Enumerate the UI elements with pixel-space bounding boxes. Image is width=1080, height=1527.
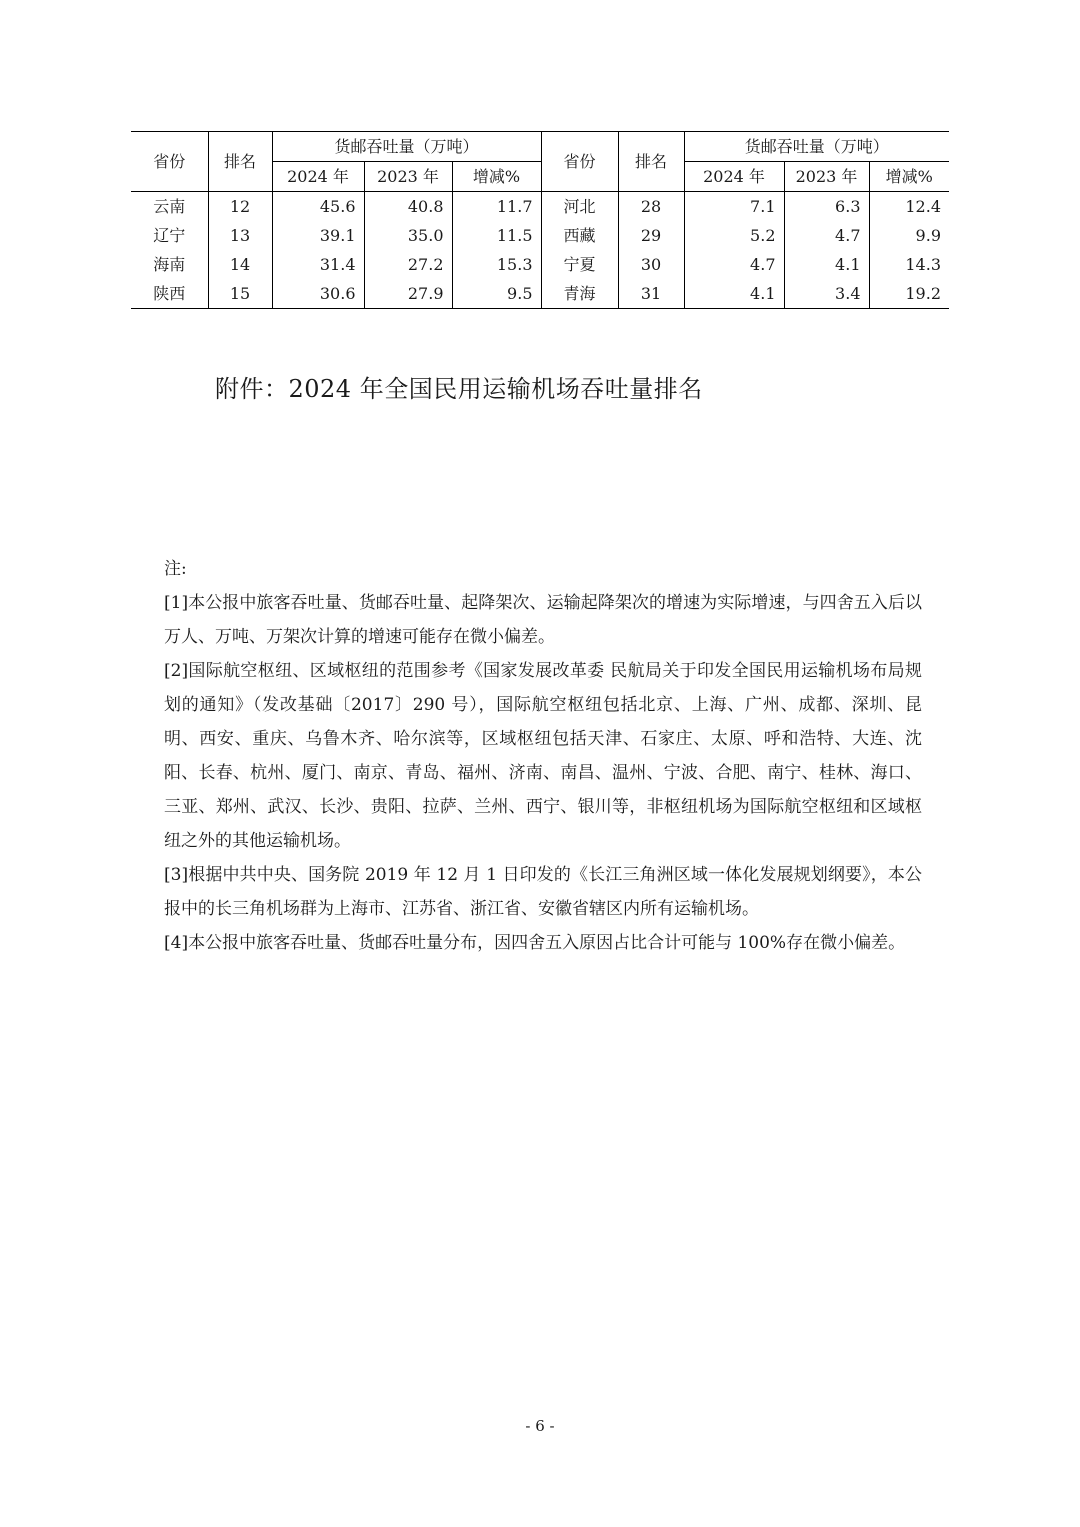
province-cell: 河北 xyxy=(541,192,618,222)
header-2024-left: 2024 年 xyxy=(272,162,364,192)
rank-cell: 14 xyxy=(208,250,272,279)
change-cell: 11.7 xyxy=(452,192,541,222)
header-2023-left: 2023 年 xyxy=(364,162,452,192)
value-2023-cell: 3.4 xyxy=(784,279,869,309)
note-item: [1]本公报中旅客吞吐量、货邮吞吐量、起降架次、运输起降架次的增速为实际增速，与四舍五入后以万人、万吨、万架次计算的增速可能存在微小偏差。 xyxy=(164,593,922,647)
table-row xyxy=(131,192,949,222)
cargo-throughput-table xyxy=(131,131,949,309)
header-change-right: 增减% xyxy=(869,162,949,192)
header-2024-right: 2024 年 xyxy=(684,162,784,192)
rank-cell: 29 xyxy=(618,221,684,250)
change-cell: 9.5 xyxy=(452,279,541,309)
value-2024-cell: 45.6 xyxy=(272,192,364,222)
value-2024-cell: 5.2 xyxy=(684,221,784,250)
change-cell: 11.5 xyxy=(452,221,541,250)
header-province-right: 省份 xyxy=(541,132,618,192)
province-cell: 陕西 xyxy=(153,284,186,303)
notes-section xyxy=(164,552,922,960)
note-item: [2]国际航空枢纽、区域枢纽的范围参考《国家发展改革委 民航局关于印发全国民用运输机场布局规划的通知》（发改基础〔2017〕290 号），国际航空枢纽包括北京、上海、广州、成都、深圳、昆明、西安、重庆、乌鲁木齐、哈尔滨等，区域枢纽包括天津、石家庄、太原、呼和浩特、大连、沈阳、长春、杭州、厦门、南京、青岛、福州、济南、南昌、温州、宁波、合肥、南宁、桂林、海口、三亚、郑州、武汉、长沙、贵阳、拉萨、兰州、西宁、银川等，非枢纽机场为国际航空枢纽和区域枢纽之外的其他运输机场。 xyxy=(164,661,922,851)
province-cell: 辽宁 xyxy=(153,226,186,245)
value-2023-cell: 27.9 xyxy=(364,279,452,309)
rank-cell: 30 xyxy=(618,250,684,279)
header-cargo-group-left: 货邮吞吐量（万吨） xyxy=(272,132,541,162)
value-2023-cell: 6.3 xyxy=(784,192,869,222)
change-cell: 12.4 xyxy=(869,192,949,222)
rank-cell: 31 xyxy=(618,279,684,309)
value-2024-cell: 30.6 xyxy=(272,279,364,309)
value-2023-cell: 4.7 xyxy=(784,221,869,250)
header-rank-right: 排名 xyxy=(618,132,684,192)
table-row xyxy=(131,279,949,309)
value-2023-cell: 35.0 xyxy=(364,221,452,250)
value-2024-cell: 4.7 xyxy=(684,250,784,279)
value-2023-cell: 4.1 xyxy=(784,250,869,279)
header-province-left: 省份 xyxy=(131,132,208,192)
province-cell: 青海 xyxy=(541,279,618,309)
value-2024-cell: 31.4 xyxy=(272,250,364,279)
header-rank-left: 排名 xyxy=(208,132,272,192)
change-cell: 19.2 xyxy=(869,279,949,309)
rank-cell: 15 xyxy=(208,279,272,309)
change-cell: 14.3 xyxy=(869,250,949,279)
note-item: [4]本公报中旅客吞吐量、货邮吞吐量分布，因四舍五入原因占比合计可能与 100%存在微小偏差。 xyxy=(164,933,906,953)
note-item: [3]根据中共中央、国务院 2019 年 12 月 1 日印发的《长江三角洲区域一体化发展规划纲要》，本公报中的长三角机场群为上海市、江苏省、浙江省、安徽省辖区内所有运输机场。 xyxy=(164,865,922,919)
rank-cell: 13 xyxy=(208,221,272,250)
province-cell: 宁夏 xyxy=(541,250,618,279)
rank-cell: 12 xyxy=(208,192,272,222)
notes-heading: 注: xyxy=(164,559,187,579)
header-2023-right: 2023 年 xyxy=(784,162,869,192)
attachment-title: 附件：2024 年全国民用运输机场吞吐量排名 xyxy=(215,375,703,403)
value-2024-cell: 39.1 xyxy=(272,221,364,250)
table-header-row xyxy=(131,132,949,162)
value-2024-cell: 4.1 xyxy=(684,279,784,309)
header-change-left: 增减% xyxy=(452,162,541,192)
province-cell: 西藏 xyxy=(541,221,618,250)
page-number: - 6 - xyxy=(525,1417,555,1435)
table-row xyxy=(131,250,949,279)
value-2024-cell: 7.1 xyxy=(684,192,784,222)
province-cell: 云南 xyxy=(153,197,186,216)
value-2023-cell: 27.2 xyxy=(364,250,452,279)
province-cell: 海南 xyxy=(153,255,186,274)
change-cell: 15.3 xyxy=(452,250,541,279)
value-2023-cell: 40.8 xyxy=(364,192,452,222)
table-row xyxy=(131,221,949,250)
header-cargo-group-right: 货邮吞吐量（万吨） xyxy=(684,132,949,162)
rank-cell: 28 xyxy=(618,192,684,222)
change-cell: 9.9 xyxy=(869,221,949,250)
